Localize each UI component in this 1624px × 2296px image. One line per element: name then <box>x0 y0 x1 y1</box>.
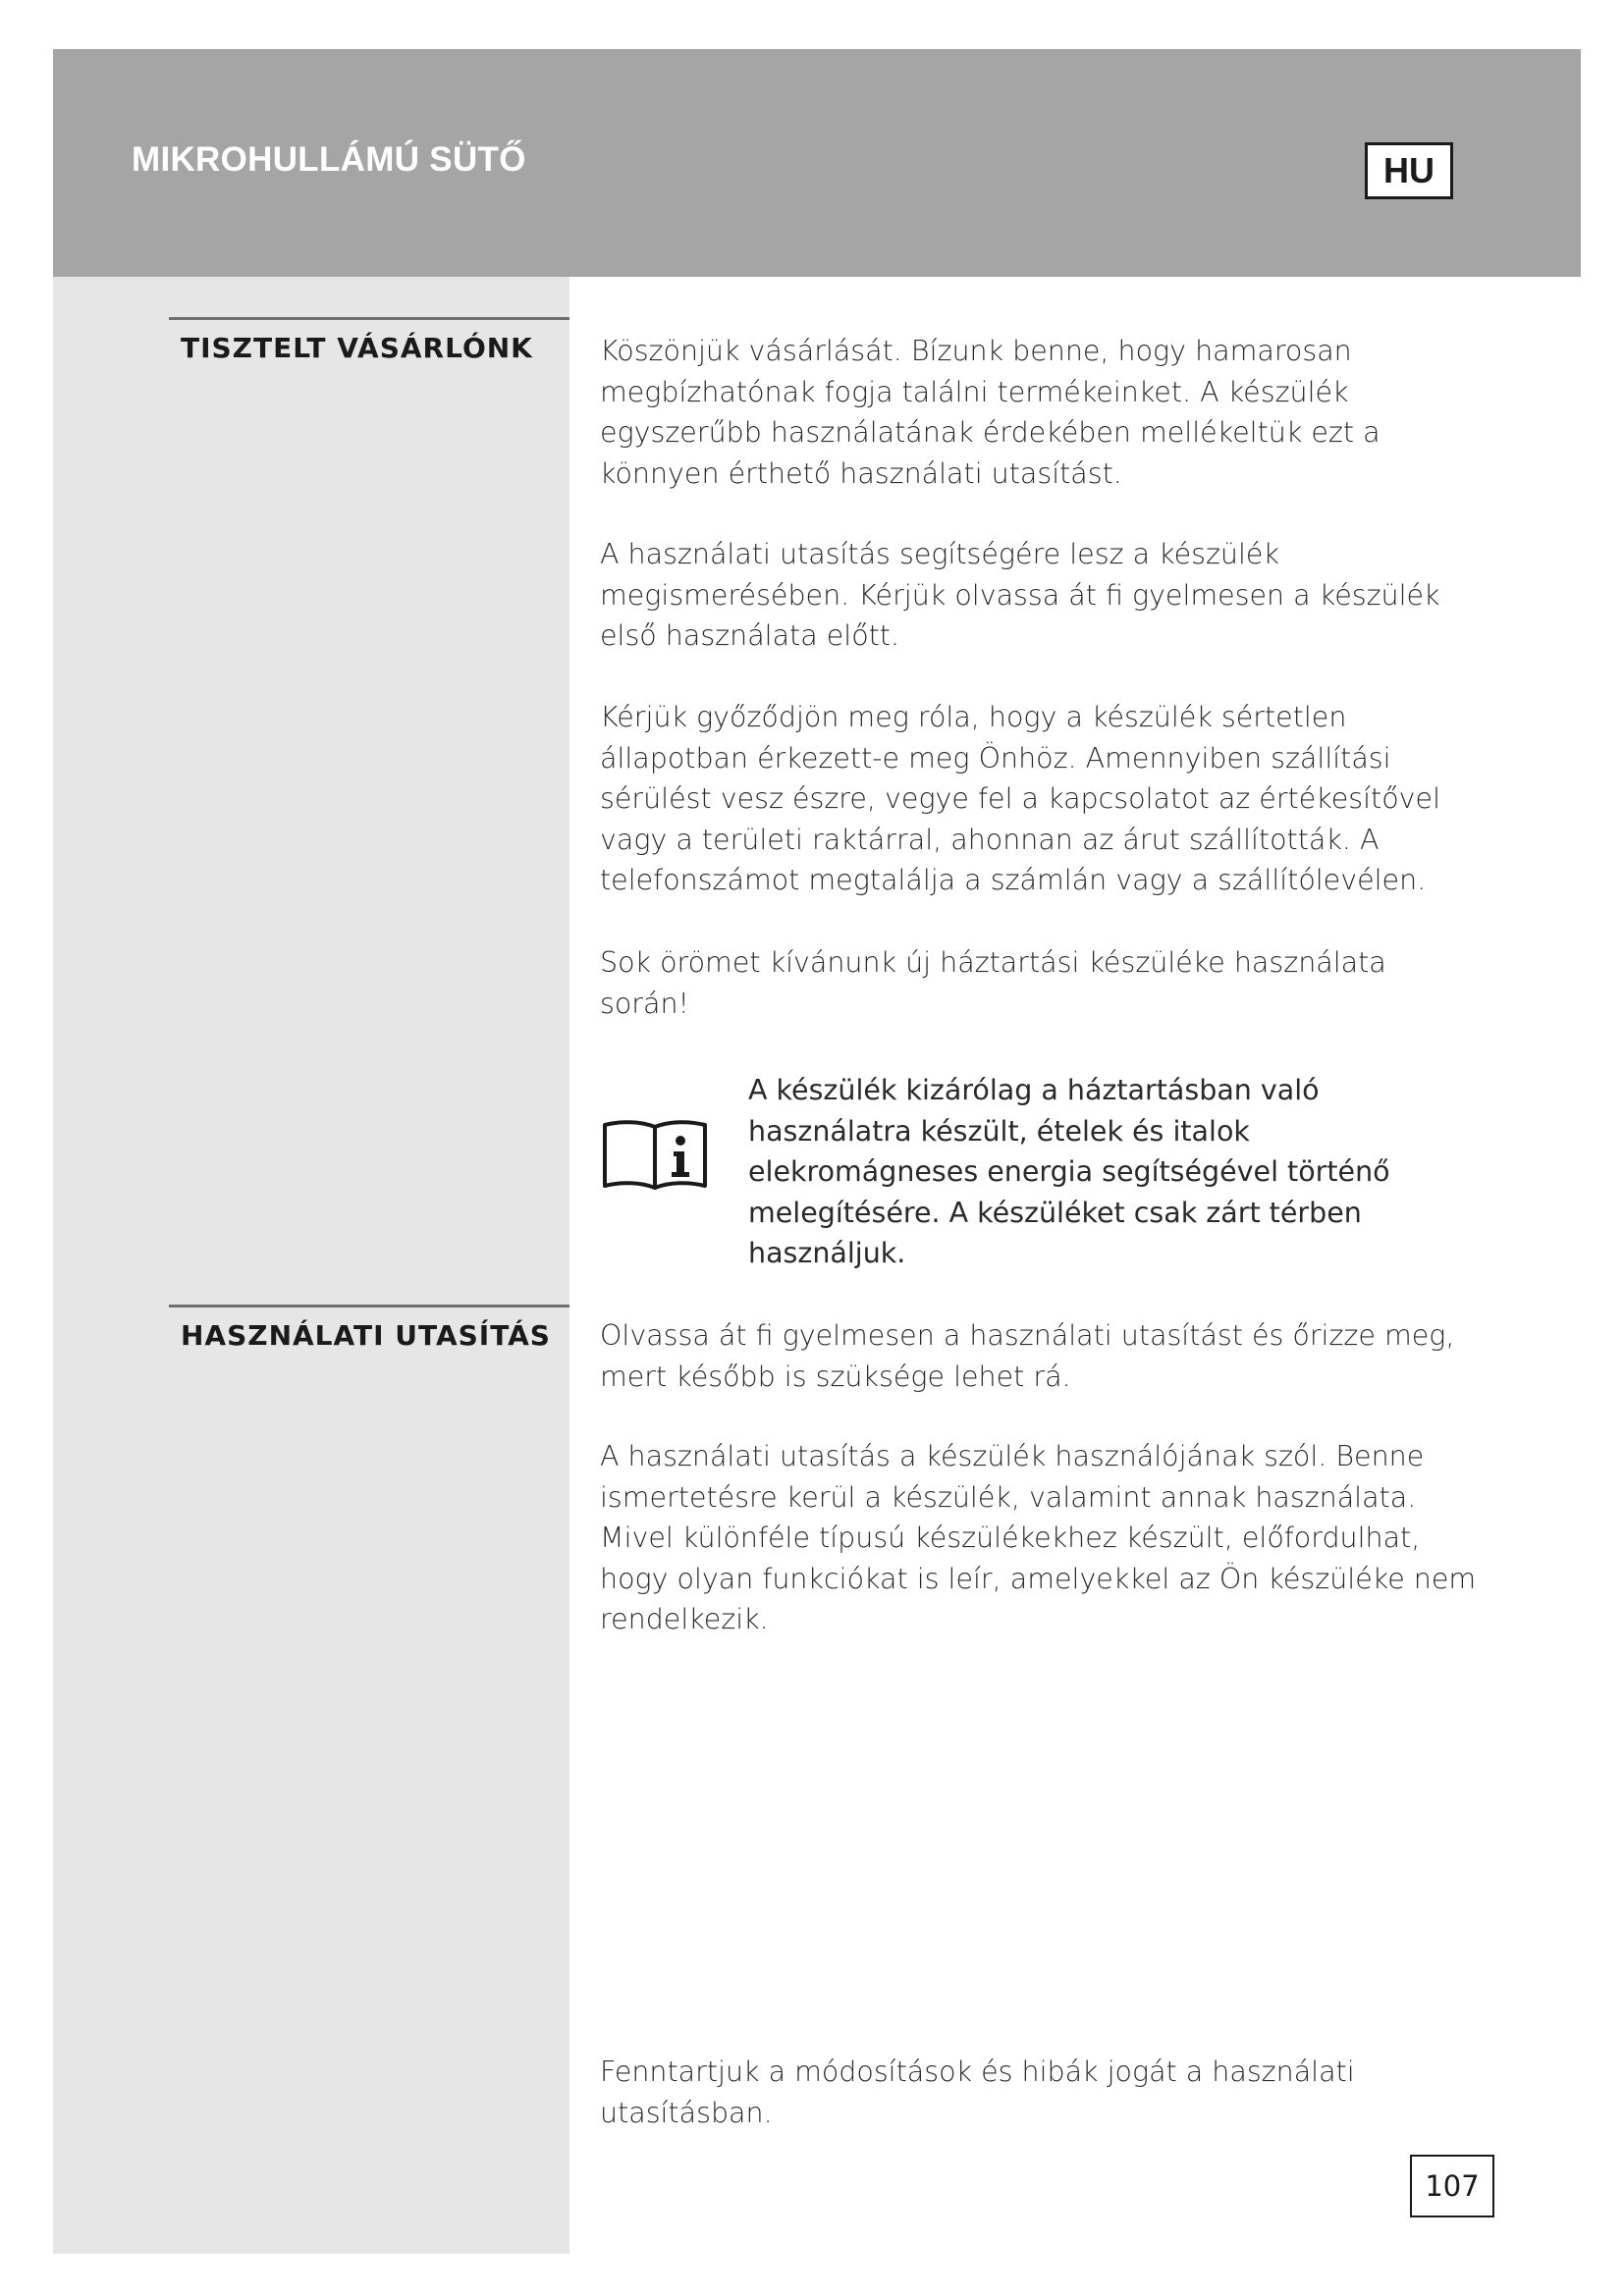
disclaimer-text: Fenntartjuk a módosítások és hibák jogát a használati utasításban. <box>600 2056 1355 2129</box>
paragraph-manual-scope: A használati utasítás a készülék használójának szól. Benne ismertetésre kerül a készülék, valamint annak használata. Mivel különféle típusú készülékekhez készült, előfordulhat, hogy olyan funkciókat is leír, amelyekkel az Ön készüléke nem rendelkezik. <box>600 1440 1477 1635</box>
section-rule-dear-customer <box>169 317 569 320</box>
section-heading-instructions: HASZNÁLATI UTASÍTÁS <box>181 1319 551 1352</box>
paragraph-thanks: Köszönjük vásárlását. Bízunk benne, hogy hamarosan megbízhatónak fogja találni termékeinket. A készülék egyszerűbb használatának érdekében mellékeltük ezt a könnyen érthető használati utasítást. <box>600 335 1380 490</box>
language-badge: HU <box>1365 142 1453 199</box>
manual-info-icon <box>601 1117 709 1192</box>
paragraph-check-condition: Kérjük győződjön meg róla, hogy a készülék sértetlen állapotban érkezett-e meg Önhöz. Amennyiben szállítási sérülést vesz észre, vegye fel a kapcsolatot az értékesítővel vagy a területi raktárral, ahonnan az árut szállították. A telefonszámot megtalálja a számlán vagy a szállítólevélen. <box>600 701 1440 896</box>
sidebar-column <box>53 277 569 2254</box>
note-household-use: A készülék kizárólag a háztartásban való használatra készült, ételek és italok elekromágneses energia segítségével történő melegítésére. A készüléket csak zárt térben használjuk. <box>748 1074 1390 1269</box>
paragraph-enjoy: Sok örömet kívánunk új háztartási készüléke használata során! <box>600 946 1386 1020</box>
page-title: MIKROHULLÁMÚ SÜTŐ <box>132 140 526 179</box>
paragraph-manual-help: A használati utasítás segítségére lesz a készülék megismerésében. Kérjük olvassa át fi gyelmesen a készülék első használata előtt. <box>600 538 1440 652</box>
paragraph-read-carefully: Olvassa át fi gyelmesen a használati utasítást és őrizze meg, mert később is szüksége lehet rá. <box>600 1319 1455 1393</box>
section-heading-dear-customer: TISZTELT VÁSÁRLÓNK <box>181 332 533 364</box>
section-rule-instructions <box>169 1305 569 1308</box>
page-number: 107 <box>1410 2155 1494 2217</box>
